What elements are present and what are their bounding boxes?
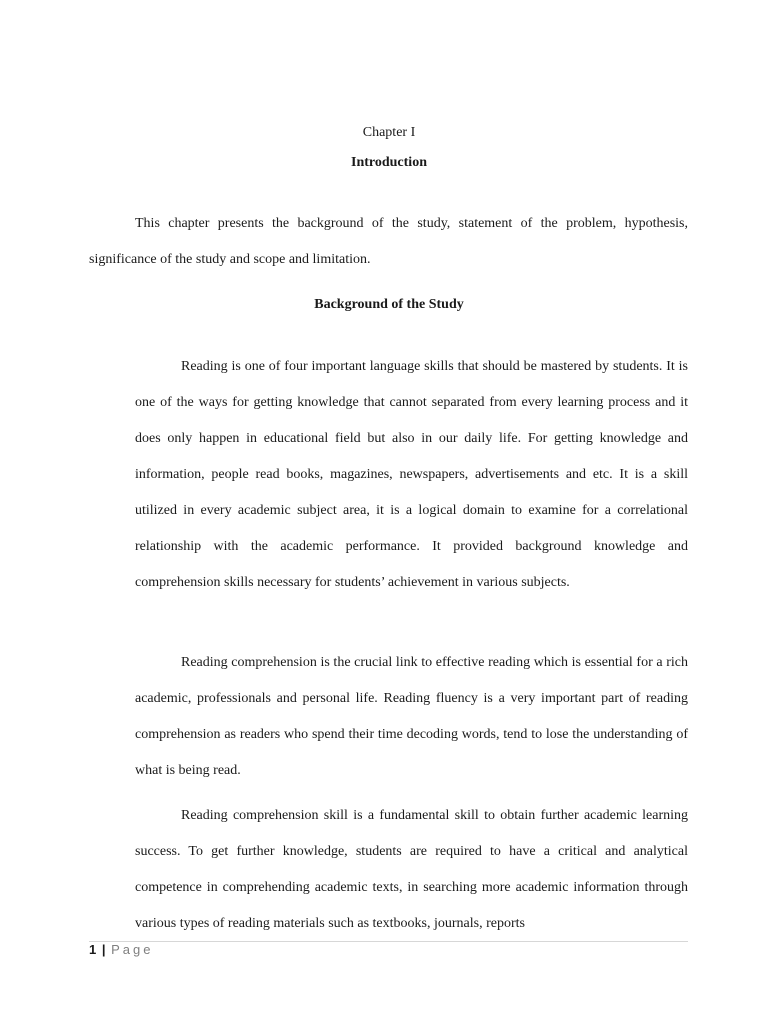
body-paragraph: Reading comprehension skill is a fundamental skill to obtain further academic learning success. To get further knowledge, students are required to have a critical and analytical competence in comprehending academic texts, in searching more academic information through various types of reading materials such as textbooks, journals, reports	[135, 808, 688, 931]
page-word: Page	[111, 942, 154, 957]
page-footer	[89, 942, 154, 957]
body-paragraph: Reading is one of four important language skills that should be mastered by students. It is one of the ways for getting knowledge that cannot separated from every learning process and it does only happen in educational field but also in our daily life. For getting knowledge and information, people read books, magazines, newspapers, advertisements and etc. It is a skill utilized in every academic subject area, it is a logical domain to examine for a correlational relationship with the academic performance. It provided background knowledge and comprehension skills necessary for students’ achievement in various subjects.	[135, 359, 688, 590]
chapter-title: Introduction	[351, 155, 427, 170]
chapter-label: Chapter I	[362, 125, 416, 140]
page-number: 1	[89, 942, 97, 957]
footer-divider	[89, 941, 688, 942]
page-separator: |	[101, 942, 106, 957]
intro-paragraph: This chapter presents the background of the study, statement of the problem, hypothesis, significance of the study and scope and limitation.	[89, 216, 688, 267]
section-heading: Background of the Study	[314, 297, 464, 312]
body-paragraph: Reading comprehension is the crucial link to effective reading which is essential for a rich academic, professionals and personal life. Reading fluency is a very important part of reading comprehension as readers who spend their time decoding words, tend to lose the understanding of what is being read.	[135, 655, 688, 778]
